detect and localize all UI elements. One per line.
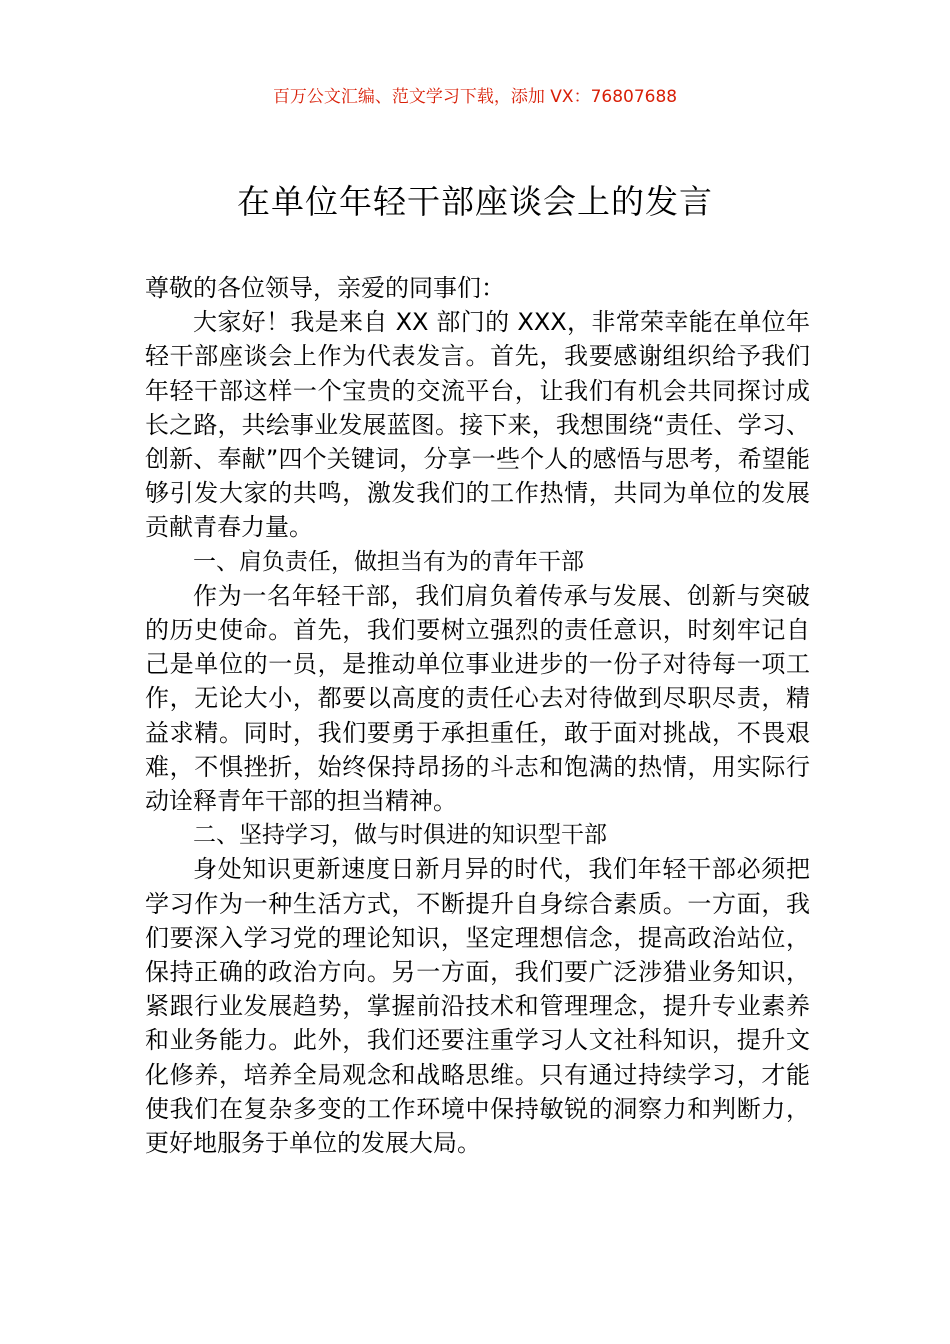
section-heading-1: 一、肩负责任，做担当有为的青年干部 [193,548,584,575]
intro-paragraph: 大家好！我是来自 XX 部门的 XXX，非常荣幸能在单位年轻干部座谈会上作为代表发言。首先，我要感谢组织给予我们年轻干部这样一个宝贵的交流平台，让我们有机会共同探讨成长之路，共绘事业发展蓝图。接下来，我想围绕“责任、学习、创新、奉献”四个关键词，分享一些个人的感悟与思考，希望能够引发大家的共鸣，激发我们的工作热情，共同为单位的发展贡献青春力量。 [145,308,810,542]
section-body-1: 作为一名年轻干部，我们肩负着传承与发展、创新与突破的历史使命。首先，我们要树立强烈的责任意识，时刻牢记自己是单位的一员，是推动单位事业进步的一份子对待每一项工作，无论大小，都要以高度的责任心去对待做到尽职尽责，精益求精。同时，我们要勇于承担重任，敢于面对挑战，不畏艰难，不惧挫折，始终保持昂扬的斗志和饱满的热情，用实际行动诠释青年干部的担当精神。 [145,581,810,816]
header-banner: 百万公文汇编、范文学习下载，添加 VX：76807688 [272,87,678,107]
section-body-2: 身处知识更新速度日新月异的时代，我们年轻干部必须把学习作为一种生活方式，不断提升自身综合素质。一方面，我们要深入学习党的理论知识，坚定理想信念，提高政治站位，保持正确的政治方向。另一方面，我们要广泛涉猎业务知识，紧跟行业发展趋势，掌握前沿技术和管理理念，提升专业素养和业务能力。此外，我们还要注重学习人文社科知识，提升文化修养，培养全局观念和战略思维。只有通过持续学习，才能使我们在复杂多变的工作环境中保持敏锐的洞察力和判断力，更好地服务于单位的发展大局。 [145,855,810,1158]
document-body [145,271,810,1160]
salutation: 尊敬的各位领导，亲爱的同事们： [145,274,505,302]
section-heading-2: 二、坚持学习，做与时俱进的知识型干部 [193,822,607,849]
document-title: 在单位年轻干部座谈会上的发言 [237,182,713,221]
